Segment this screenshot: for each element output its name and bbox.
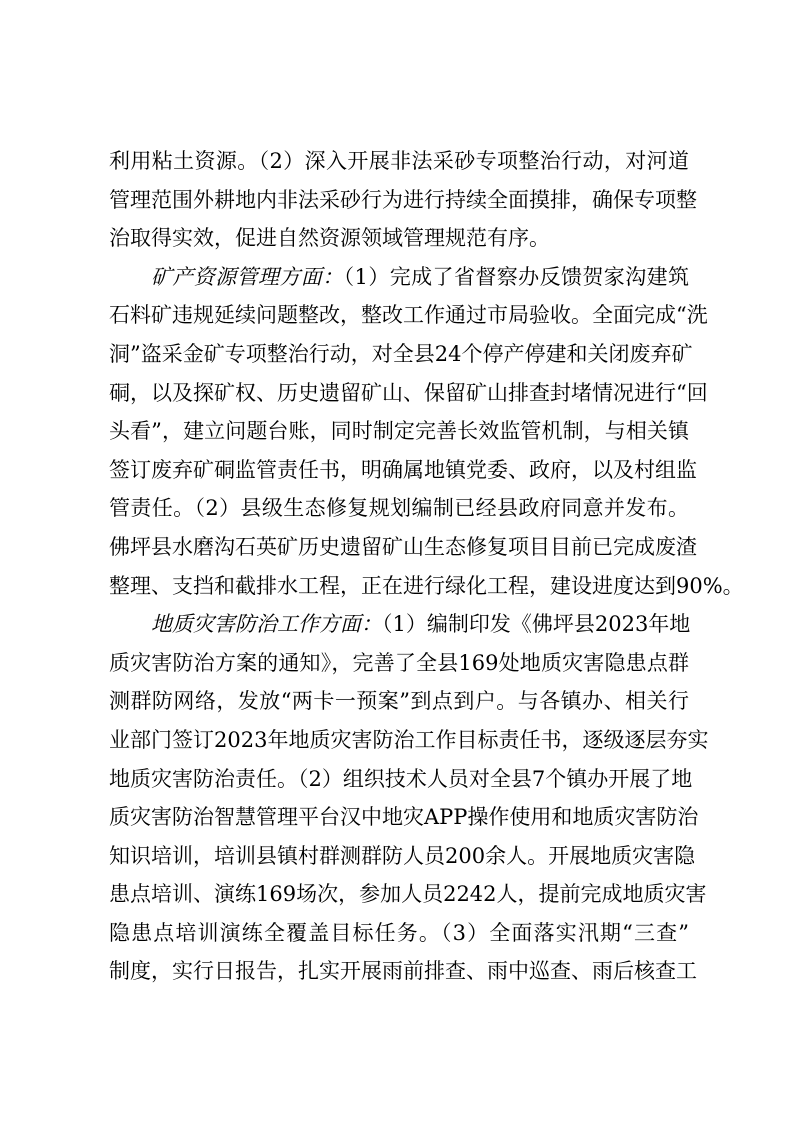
text-line: 质灾害防治智慧管理平台汉中地灾APP操作使用和地质灾害防治 (109, 805, 699, 830)
text-line: 隐患点培训演练全覆盖目标任务。（3）全面落实汛期“三查” (109, 920, 689, 945)
text-line: 测群防网络，发放“两卡一预案”到点到户。与各镇办、相关行 (109, 689, 689, 714)
text-line: 签订废弃矿硐监管责任书，明确属地镇党委、政府，以及村组监 (109, 457, 697, 482)
text-line: 地质灾害防治责任。（2）组织技术人员对全县7个镇办开展了地 (109, 766, 693, 791)
body-text (109, 142, 744, 991)
section-heading-geohazard: 地质灾害防治工作方面： (151, 612, 382, 637)
text-line: 头看”，建立问题台账，同时制定完善长效监管机制，与相关镇 (109, 419, 689, 444)
text-run: （1）完成了省督察办反馈贺家沟建筑 (343, 264, 690, 289)
text-line: 质灾害防治方案的通知》，完善了全县169处地质灾害隐患点群 (109, 650, 689, 675)
text-line: 业部门签订2023年地质灾害防治工作目标责任书，逐级逐层夯实 (109, 727, 709, 752)
text-line (109, 258, 689, 297)
text-line: 治取得实效，促进自然资源领域管理规范有序。 (109, 226, 550, 251)
text-line: 管理范围外耕地内非法采砂行为进行持续全面摸排，确保专项整 (109, 187, 697, 212)
text-line: 制度，实行日报告，扎实开展雨前排查、雨中巡查、雨后核查工 (109, 959, 697, 984)
text-line: 石料矿违规延续问题整改，整改工作通过市局验收。全面完成“洗 (109, 303, 708, 328)
text-line: 管责任。（2）县级生态修复规划编制已经县政府同意并发布。 (109, 496, 689, 521)
text-line: 整理、支挡和截排水工程，正在进行绿化工程，建设进度达到90%。 (109, 573, 744, 598)
text-line: 洞”盗采金矿专项整治行动，对全县24个停产停建和关闭废弃矿 (109, 341, 693, 366)
text-line (109, 605, 689, 644)
text-line: 佛坪县水磨沟石英矿历史遗留矿山生态修复项目目前已完成废渣 (109, 534, 697, 559)
text-line: 利用粘土资源。（2）深入开展非法采砂专项整治行动，对河道 (109, 149, 689, 173)
text-line: 知识培训，培训县镇村群测群防人员200余人。开展地质灾害隐 (109, 843, 696, 868)
text-line: 硐，以及探矿权、历史遗留矿山、保留矿山排查封堵情况进行“回 (109, 380, 708, 405)
text-run: （1）编制印发《佛坪县2023年地 (382, 612, 691, 637)
section-heading-mineral: 矿产资源管理方面： (151, 264, 344, 289)
text-line: 患点培训、演练169场次，参加人员2242人，提前完成地质灾害 (109, 882, 707, 907)
